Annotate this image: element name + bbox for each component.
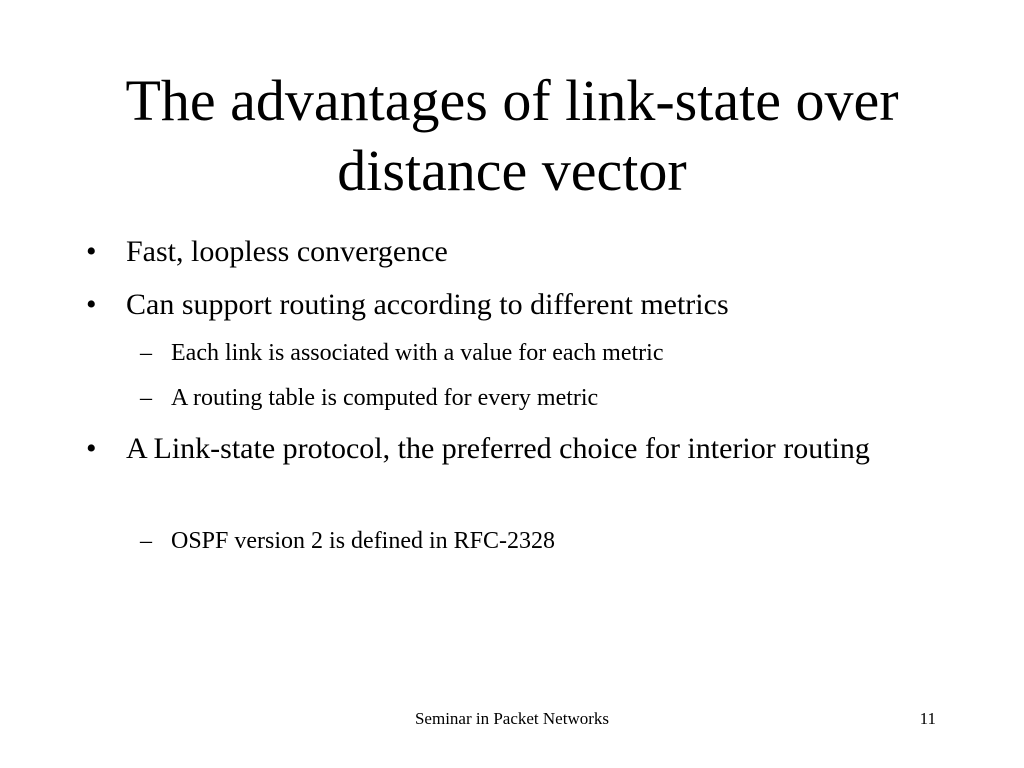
- sub-bullet-text: OSPF version 2 is defined in RFC-2328: [171, 528, 556, 554]
- bullet-marker: •: [86, 432, 97, 465]
- sub-bullet-text: Each link is associated with a value for each metric: [171, 340, 664, 366]
- bullet-marker: •: [86, 235, 97, 268]
- sub-bullet-item-2-2: [140, 383, 940, 413]
- page-number: 11: [919, 709, 936, 728]
- slide-title-line-1: The advantages of link-state over: [125, 68, 899, 133]
- sub-bullet-marker: –: [140, 528, 152, 554]
- bullet-item-3: [86, 428, 946, 470]
- sub-bullet-text: A routing table is computed for every metric: [171, 385, 599, 411]
- bullet-text: Can support routing according to different metrics: [126, 288, 729, 321]
- sub-bullet-item-3-1: [140, 526, 940, 556]
- slide-title: [40, 66, 984, 206]
- bullet-item-2: [86, 284, 946, 326]
- sub-bullet-item-2-1: [140, 338, 940, 368]
- footer-title: Seminar in Packet Networks: [414, 709, 610, 728]
- bullet-text: A Link-state protocol, the preferred choice for interior routing: [126, 432, 870, 465]
- slide-title-line-2: distance vector: [337, 138, 687, 203]
- sub-bullet-marker: –: [140, 385, 152, 411]
- sub-bullet-marker: –: [140, 340, 152, 366]
- bullet-item-1: [86, 231, 946, 273]
- bullet-marker: •: [86, 288, 97, 321]
- bullet-text: Fast, loopless convergence: [126, 235, 448, 268]
